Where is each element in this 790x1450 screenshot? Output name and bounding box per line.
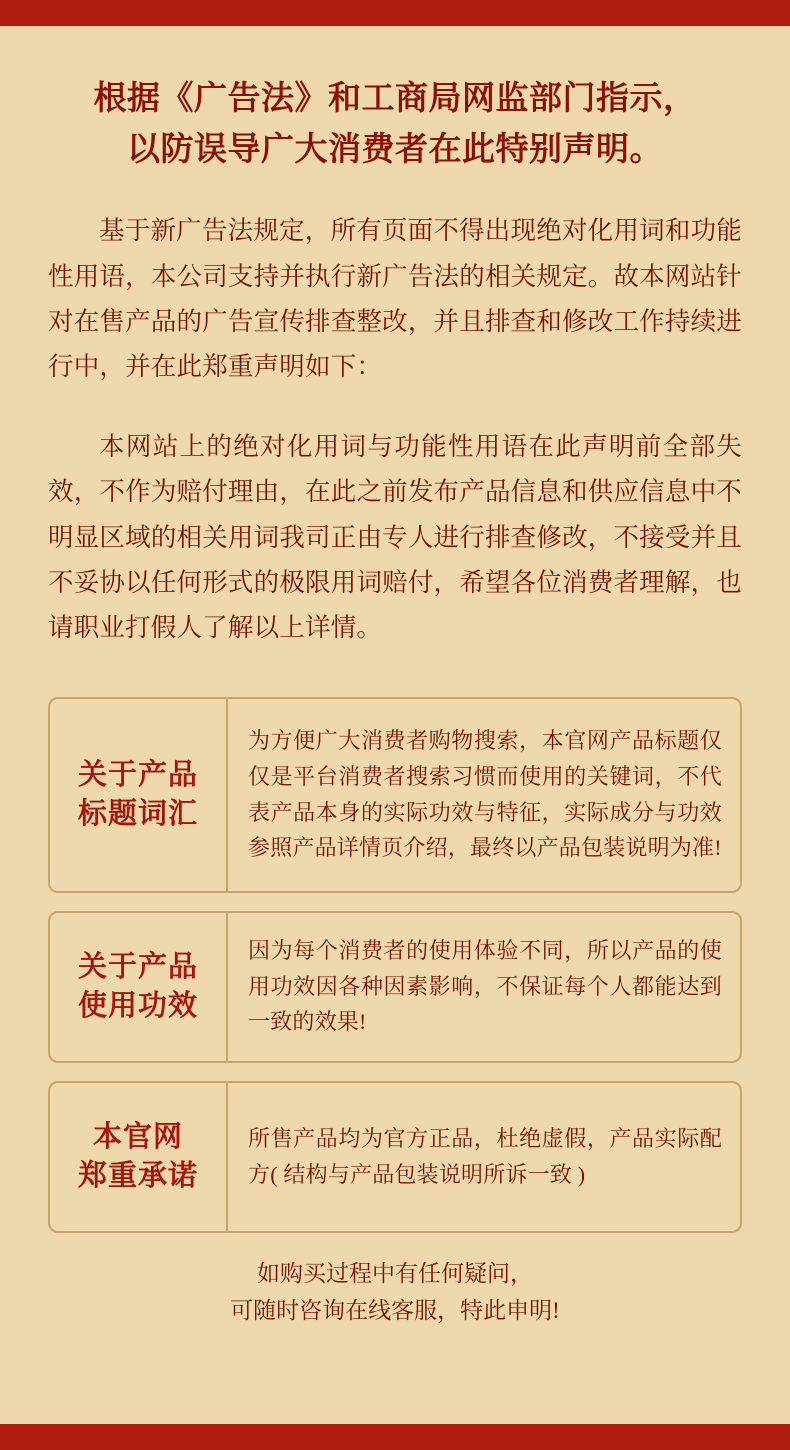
footer-note-line-1: 如购买过程中有任何疑问， [257,1260,533,1286]
page-title [48,26,742,176]
notice-card-label-line-1: 本官网 [92,1121,183,1154]
bottom-border-bar [0,1424,790,1450]
notice-card-list [48,697,742,1233]
disclaimer-panel [0,26,790,1424]
notice-card-label [50,1083,228,1231]
notice-card-product-title [48,697,742,893]
notice-card-label-line-2: 使用功效 [77,989,198,1022]
notice-card-text: 为方便广大消费者购物搜索，本官网产品标题仅仅是平台消费者搜索习惯而使用的关键词，不代表产品本身的实际功效与特征，实际成分与功效参照产品详情页介绍，最终以产品包装说明为准! [248,728,722,861]
notice-card-label-line-2: 标题词汇 [77,797,198,830]
notice-card-official-promise [48,1081,742,1233]
footer-note-line-2: 可随时咨询在线客服，特此申明! [230,1297,560,1323]
notice-card-text: 所售产品均为官方正品，杜绝虚假，产品实际配方( 结构与产品包装说明所诉一致 ) [248,1126,722,1187]
statement-paragraph-2: 本网站上的绝对化用词与功能性用语在此声明前全部失效，不作为赔付理由，在此之前发布产品信息和供应信息中不明显区域的相关用词我司正由专人进行排查修改，不接受并且不妥协以任何形式的极限用词赔付，希望各位消费者理解，也请职业打假人了解以上详情。 [48,431,742,643]
notice-card-label-line-2: 郑重承诺 [77,1159,198,1192]
statement-paragraph-1: 基于新广告法规定，所有页面不得出现绝对化用词和功能性用语，本公司支持并执行新广告法的相关规定。故本网站针对在售产品的广告宣传排查整改，并且排查和修改工作持续进行中，并在此郑重声明如下： [48,216,742,382]
notice-card-product-effect [48,911,742,1063]
top-border-bar [0,0,790,26]
page-title-line-1: 根据《广告法》和工商局网监部门指示， [93,81,697,117]
notice-card-label-line-1: 关于产品 [77,759,198,792]
notice-card-label [50,699,228,891]
footer-note [48,1255,742,1330]
notice-card-label-line-1: 关于产品 [77,951,198,984]
notice-card-label [50,913,228,1061]
page-title-line-2: 以防误导广大消费者在此特别声明。 [127,132,663,169]
notice-card-text: 因为每个消费者的使用体验不同，所以产品的使用功效因各种因素影响，不保证每个人都能达到一致的效果! [248,938,722,1035]
